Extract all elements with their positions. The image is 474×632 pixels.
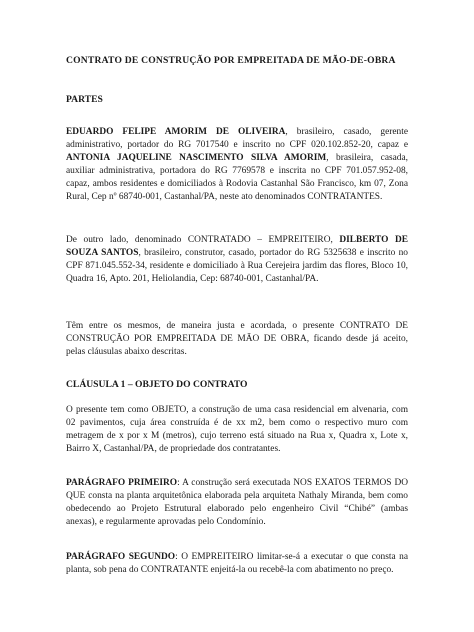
- paragraph-acordo: Têm entre os mesmos, de maneira justa e acordada, o presente CONTRATO DE CONSTRUÇÃO POR EMPREITADA DE MÃO DE OBRA, ficando desde já aceito, pelas cláusulas abaixo descritas.: [66, 321, 408, 357]
- paragraph-segundo-text: : O EMPREITEIRO limitar-se-á a executar o que consta na planta, sob pena do CONTRATANTE enjeitá-la ou recebê-la com abatimento no preço.: [66, 552, 408, 575]
- contratado-text-2: , brasileiro, construtor, casado, portador do RG 5325638 e inscrito no CPF 871.045.552-34, residente e domiciliado à Rua Cerejeira jardim das flores, Bloco 10, Quadra 16, Apto. 201, Heliolandia, Cep: 68740-001, Castanhal/PA.: [66, 247, 408, 284]
- paragraph-objeto: O presente tem como OBJETO, a construção de uma casa residencial em alvenaria, com 02 pavimentos, cuja área construída é de xx m2, bem como o respectivo muro com metragem de x por x M (metros), cujo terreno está situado na Rua x, Quadra x, Lote x, Bairro X, Castanhal/PA, de propriedade dos contratantes.: [66, 405, 408, 454]
- party-text-1: , brasileiro, casado, gerente administrativo, portador do RG 7017540 e inscrito no CPF 020.102.852-20, capaz e: [66, 127, 408, 150]
- paragraph-primeiro-text: : A construção será executada NOS EXATOS TERMOS DO QUE consta na planta arquitetônica elaborada pela arquiteta Nathaly Miranda, bem como obedecendo ao Projeto Estrutural elaborado pelo engenheiro Civil “Chibé” (ambas anexas), e regularmente aprovadas pelo Condomínio.: [66, 478, 408, 527]
- clause-1-heading: CLÁUSULA 1 – OBJETO DO CONTRATO: [66, 379, 248, 390]
- paragraph-primeiro: [66, 477, 408, 529]
- paragraph-contratado: [66, 234, 408, 286]
- paragraph-contratantes: [66, 126, 408, 203]
- paragraph-segundo: [66, 551, 408, 577]
- partes-heading: PARTES: [66, 94, 103, 105]
- party-text-2: , brasileira, casada, auxiliar administrativa, portadora do RG 7769578 e inscrita no CPF 701.057.952-08, capaz, ambos residentes e domiciliados à Rodovia Castanhal São Francisco, km 07, Zona Rural, Cep nº 68740-001, Castanhal/PA, neste ato denominados CONTRATANTES.: [66, 152, 408, 202]
- contratado-text-1: De outro lado, denominado CONTRATADO – EMPREITEIRO,: [66, 235, 340, 245]
- party-name-2: ANTONIA JAQUELINE NASCIMENTO SILVA AMORIM: [66, 152, 327, 163]
- party-name-1: EDUARDO FELIPE AMORIM DE OLIVEIRA: [66, 127, 286, 137]
- paragraph-segundo-label: PARÁGRAFO SEGUNDO: [66, 552, 176, 562]
- document-title: CONTRATO DE CONSTRUÇÃO POR EMPREITADA DE MÃO-DE-OBRA: [66, 55, 396, 66]
- contratado-name: DILBERTO DE SOUZA SANTOS: [66, 235, 408, 258]
- paragraph-primeiro-label: PARÁGRAFO PRIMEIRO: [66, 478, 178, 488]
